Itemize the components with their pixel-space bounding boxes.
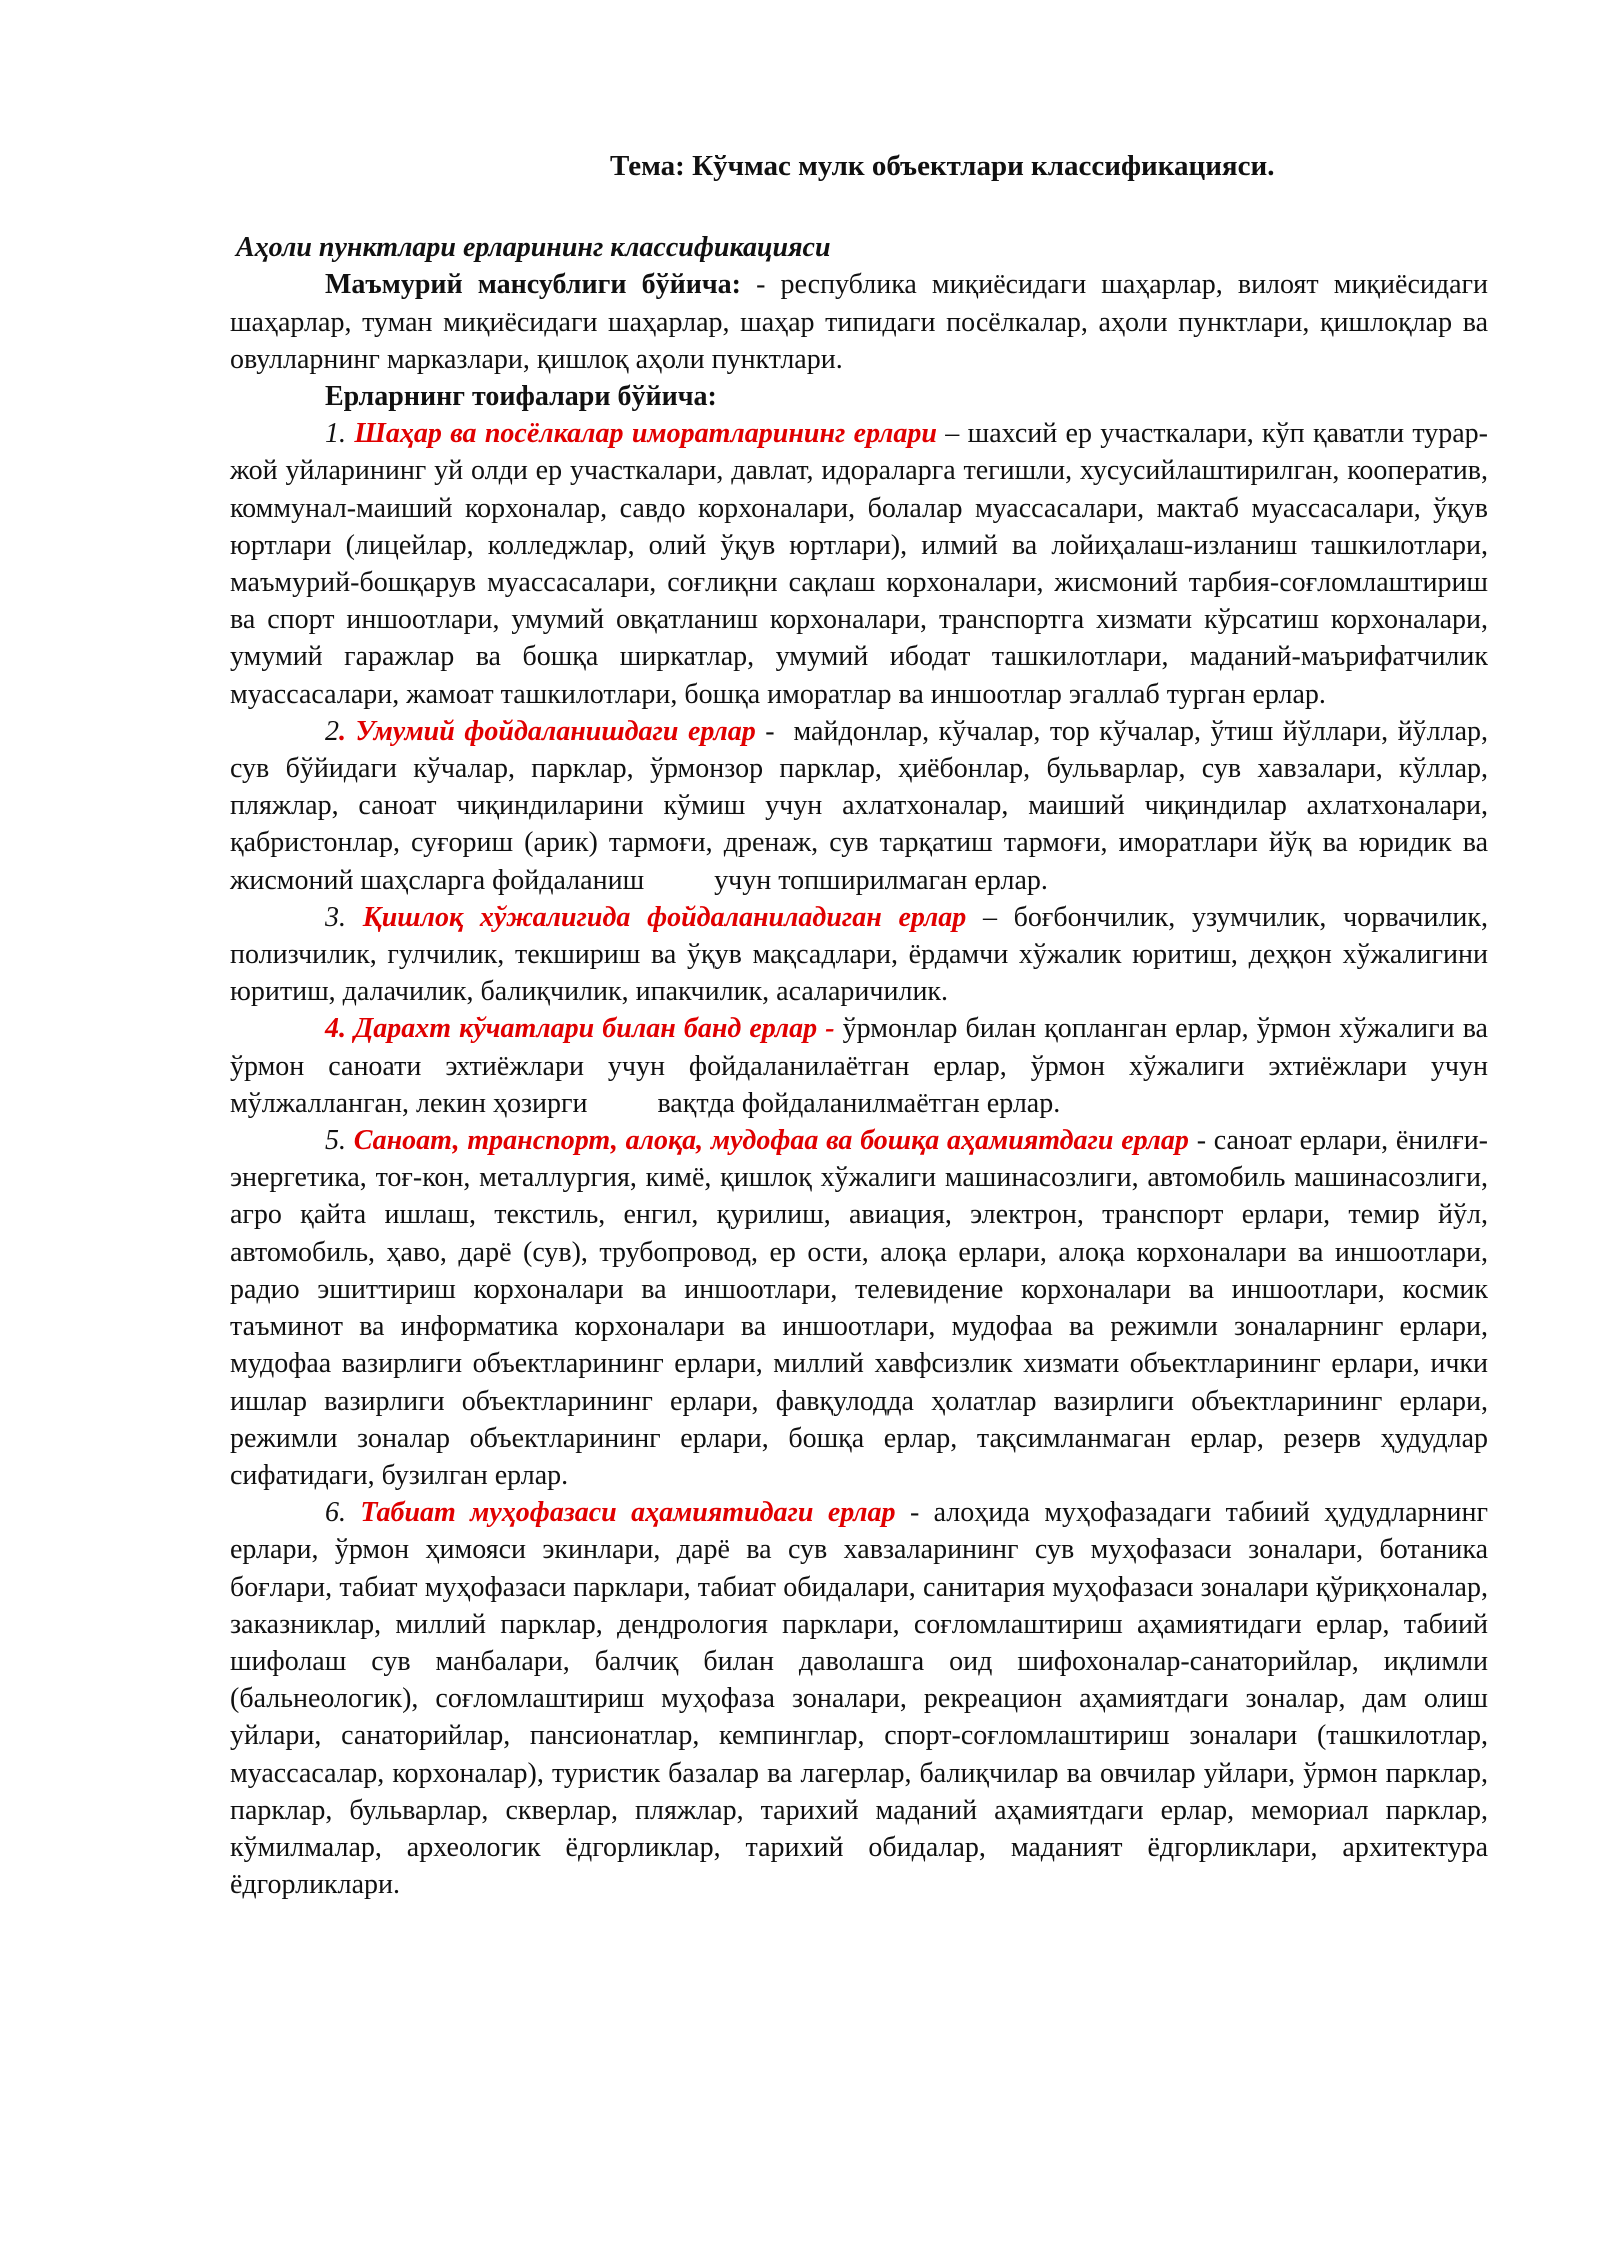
category-item-5 [230, 1122, 1488, 1494]
item-number: 2 [325, 715, 339, 747]
item-title: Табиат муҳофазаси аҳамиятидаги ерлар [360, 1497, 896, 1529]
admin-text: - республика миқиёсидаги шаҳарлар, вилоят миқиёсидаги шаҳарлар, туман миқиёсидаги шаҳарлар, шаҳар типидаги посёлкалар, аҳоли пунктлари, қишлоқлар ва овулларнинг марказлари, қишлоқ аҳоли пунктлари. [230, 269, 1488, 375]
item-number: 5. [325, 1125, 354, 1157]
item-title: Шаҳар ва посёлкалар иморатларининг ерлари [354, 418, 937, 450]
page-title: Тема: Кўчмас мулк объектлари классификацияси. [610, 150, 1275, 182]
admin-label: Маъмурий мансублиги бўйича: [325, 269, 741, 301]
document-body [230, 148, 1495, 1903]
category-item-6 [230, 1494, 1488, 1903]
item-title: Саноат, транспорт, алоқа, мудофаа ва бошқа аҳамиятдаги ерлар [353, 1125, 1189, 1157]
item-text: – боғбончилик, узумчилик, чорвачилик, полизчилик, гулчилик, текшириш ва ўқув мақсадлари, ёрдамчи хўжалик юритиш, деҳқон хўжалигини юритиш, далачилик, балиқчилик, ипакчилик, асаларичилик. [230, 901, 1488, 1008]
item-title: . Умумий фойдаланишдаги ерлар [339, 715, 756, 747]
item-text: ўрмонлар билан қопланган ерлар, ўрмон хўжалиги ва ўрмон саноати эхтиёжлари учун фойдаланилаётган ерлар, ўрмон хўжалиги эхтиёжлари учун мўлжалланган, лекин ҳозирги вақтда фойдаланилмаётган ерлар. [230, 1013, 1495, 1119]
item-text: - алоҳида муҳофазадаги табиий ҳудудларнинг ерлари, ўрмон ҳимояси экинлари, дарё ва сув хавзаларининг сув муҳофазаси зоналари, ботаника боғлари, табиат муҳофазаси парклари, табиат обидалари, санитария муҳофазаси зоналари қўриқхоналар, заказниклар, миллий парклар, дендрология парклари, соғломлаштириш аҳамиятидаги ерлар, табиий шифолаш сув манбалари, балчиқ билан даволашга оид шифохоналар-санаторийлар, иқлимли (бальнеологик), соғломлаштириш муҳофаза зоналари, рекреацион аҳамиятдаги зоналар, дам олиш уйлари, санаторийлар, пансионатлар, кемпинглар, спорт-соғломлаштириш зоналари (ташкилотлар, муассасалар, корхоналар), туристик базалар ва лагерлар, балиқчилар ва овчилар уйлари, ўрмон парклар, парклар, бульварлар, скверлар, пляжлар, тарихий маданий аҳамиятдаги ерлар, мемориал парклар, кўмилмалар, археологик ёдгорликлар, тарихий обидалар, маданият ёдгорликлари, архитектура ёдгорликлари. [230, 1497, 1488, 1901]
item-number: 6. [325, 1497, 361, 1529]
item-text: – шахсий ер участкалари, кўп қаватли турар-жой уйларининг уй олди ер участкалари, давлат, идораларга тегишли, хусусийлаштирилган, кооператив, коммунал-маиший корхоналар, савдо корхоналари, болалар муассасалари, мактаб муассасалари, ўқув юртлари (лицейлар, колледжлар, олий ўқув юртлари), илмий ва лойиҳалаш-изланиш ташкилотлари, маъмурий-бошқарув муассасалари, соғлиқни сақлаш корхоналари, жисмоний тарбия-соғломлаштириш ва спорт иншоотлари, умумий овқатланиш корхоналари, транспортга хизмати кўрсатиш корхоналари, умумий гаражлар ва бошқа ширкатлар, умумий ибодат ташкилотлари, маданий-маърифатчилик муассасалари, жамоат ташкилотлари, бошқа иморатлар ва иншоотлар эгаллаб турган ерлар. [230, 418, 1489, 710]
category-item-1 [230, 415, 1488, 713]
admin-paragraph [230, 266, 1488, 378]
item-number: 3. [325, 901, 363, 933]
category-item-4 [230, 1010, 1495, 1122]
categories-heading: Ерларнинг тоифалари бўйича: [325, 381, 717, 413]
item-number: 1. [325, 418, 355, 450]
item-text: - майдонлар, кўчалар, тор кўчалар, ўтиш йўллари, йўллар, сув бўйидаги кўчалар, парклар, ўрмонзор парклар, ҳиёбонлар, бульварлар, сув хавзалари, кўллар, пляжлар, саноат чиқиндиларини кўмиш учун ахлатхоналар, маиший чиқиндилар ахлатхоналари, қабристонлар, суғориш (арик) тармоғи, дренаж, сув тарқатиш тармоғи, иморатлари йўқ ва юридик ва жисмоний шаҳсларга фойдаланиш учун топширилмаган ерлар. [230, 715, 1495, 896]
section-subtitle: Аҳоли пунктлари ерларининг классификацияси [236, 232, 831, 264]
item-text: - саноат ерлари, ёнилғи-энергетика, тоғ-кон, металлургия, кимё, қишлоқ хўжалиги машинасозлиги, автомобиль машинасозлиги, агро қайта ишлаш, текстиль, енгил, қурилиш, авиация, электрон, транспорт ерлари, темир йўл, автомобиль, ҳаво, дарё (сув), трубопровод, ер ости, алоқа ерлари, алоқа корхоналари ва иншоотлари, радио эшиттириш корхоналари ва иншоотлари, телевидение корхоналари ва иншоотлари, космик таъминот ва информатика корхоналари ва иншоотлари, мудофаа ва режимли зоналарнинг ерлари, мудофаа вазирлиги объектларининг ерлари, миллий хавфсизлик хизмати объектларининг ерлари, ички ишлар вазирлиги объектларининг ерлари, фавқулодда ҳолатлар вазирлиги объектларининг ерлари, режимли зоналар объектларининг ерлари, бошқа ерлар, тақсимланмаган ерлар, резерв ҳудудлар сифатидаги, бузилган ерлар. [230, 1125, 1488, 1491]
category-item-3 [230, 899, 1488, 1011]
category-item-2 [230, 713, 1495, 899]
item-title: 4. Дарахт кўчатлари билан банд ерлар - [325, 1013, 835, 1045]
item-title: Қишлоқ хўжалигида фойдаланиладиган ерлар [362, 901, 967, 933]
